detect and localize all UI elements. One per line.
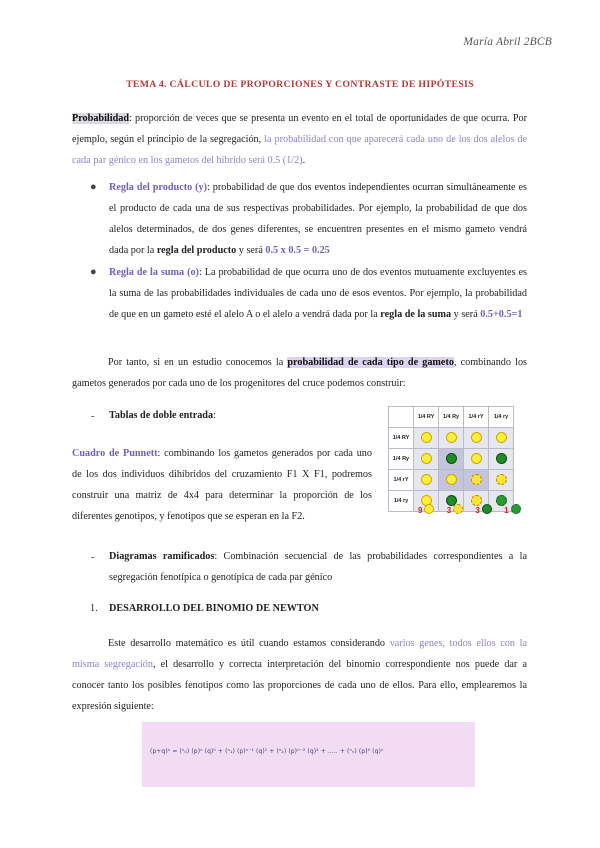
punnett-cell — [439, 470, 464, 491]
phenotype-counts — [418, 504, 531, 515]
punnett-cell — [489, 470, 514, 491]
author-header: María Abril 2BCB — [463, 36, 552, 48]
punnett-cell — [489, 449, 514, 470]
product-rule-result: 0.5 x 0.5 = 0.25 — [265, 245, 330, 256]
yellow-wrinkled-pea-icon — [453, 504, 463, 514]
punnett-paragraph — [72, 443, 372, 527]
punnett-cell — [439, 449, 464, 470]
yellow-wrinkled-pea-icon — [471, 474, 482, 485]
green-round-pea-icon — [446, 453, 457, 464]
punnett-term: Cuadro de Punnett — [72, 448, 158, 459]
sum-rule-result: 0.5+0.5=1 — [480, 309, 523, 320]
intro-paragraph — [72, 108, 527, 171]
sum-rule-bold: regla de la suma — [380, 309, 452, 320]
section-number: 1. — [90, 603, 98, 614]
double-entry-tables-colon: : — [213, 410, 216, 421]
punnett-cell — [414, 470, 439, 491]
yellow-round-pea-icon — [496, 432, 507, 443]
bullet-sum-rule — [109, 262, 527, 325]
count-green-round: 3 — [475, 506, 480, 515]
punnett-text: : combinando los gametos generados por cada uno de los dos individuos dihíbridos del cruzamiento F1 X F1, podremos construir una matriz de 4x4 para determinar la proporción de los diferentes genotipos, y fenotipos que se esperan en la F2. — [72, 448, 372, 522]
punnett-cell — [414, 449, 439, 470]
green-round-pea-icon — [496, 453, 507, 464]
probability-term: Probabilidad — [72, 113, 129, 124]
formula-box — [142, 722, 475, 787]
document-title: TEMA 4. CÁLCULO DE PROPORCIONES Y CONTRASTE DE HIPÓTESIS — [126, 79, 474, 90]
green-wrinkled-pea-icon — [511, 504, 521, 514]
sum-rule-text: : La probabilidad de que ocurra uno de dos eventos mutuamente excluyentes es la suma de las probabilidades individuales de cada uno de esos eventos. Por ejemplo, la probabilidad de que en un gameto esté el alelo A o el alelo a vendrá dada por la — [109, 267, 527, 320]
product-rule-text: : probabilidad de que dos eventos independientes ocurran simultáneamente es el producto de cada una de sus respectivas probabilidades. Por ejemplo, la probabilidad de que dos alelos determinados, de dos genes diferentes, se encuentren presentes en el mismo gameto vendrá dada por la — [109, 182, 527, 256]
product-rule-term: Regla del producto (y) — [109, 182, 208, 193]
yellow-round-pea-icon — [424, 504, 434, 514]
count-green-wrinkled: 1 — [504, 506, 509, 515]
intro-end: . — [302, 155, 306, 166]
sum-rule-text2: y será — [451, 309, 481, 320]
row-header: 1/4 RY — [389, 428, 414, 449]
gamete-highlight: probabilidad de cada tipo de gameto — [287, 357, 454, 368]
newton-text2: , el desarrollo y correcta interpretación del binomio correspondiente nos puede dar a conocer tanto los posibles fenotipos como las proporciones de cada uno de ellos. Para ello, emplearemos la expresión siguiente: — [72, 659, 527, 712]
yellow-round-pea-icon — [421, 474, 432, 485]
yellow-round-pea-icon — [421, 432, 432, 443]
row-header: 1/4 ry — [389, 491, 414, 512]
intro-text: : proporción de veces que se presenta un evento en el total de oportunidades de que ocurra. Por ejemplo, según el principio de la segregación, — [72, 113, 527, 145]
punnett-cell — [439, 428, 464, 449]
yellow-round-pea-icon — [446, 432, 457, 443]
punnett-cell — [464, 449, 489, 470]
product-rule-bold: regla del producto — [156, 245, 237, 256]
yellow-round-pea-icon — [446, 474, 457, 485]
newton-text1: Este desarrollo matemático es útil cuando estamos considerando — [108, 638, 390, 649]
col-header: 1/4 rY — [464, 407, 489, 428]
count-yellow-wrinkled: 3 — [446, 506, 452, 515]
punnett-square-figure — [380, 404, 530, 519]
branched-diagrams-term: Diagramas ramificados — [109, 551, 215, 562]
punnett-table — [388, 406, 514, 512]
col-header: 1/4 ry — [489, 407, 514, 428]
count-yellow-round: 9 — [418, 506, 423, 515]
punnett-cell — [489, 428, 514, 449]
branched-diagrams-text: : Combinación secuencial de las probabilidades correspondientes a la segregación fenotípica o genotípica de cada par génico — [109, 551, 528, 583]
bullet-product-rule — [109, 177, 527, 261]
yellow-wrinkled-pea-icon — [496, 474, 507, 485]
product-rule-text2: y será — [236, 245, 266, 256]
col-header: 1/4 Ry — [439, 407, 464, 428]
double-entry-tables-label — [109, 405, 359, 426]
bullet-icon: ● — [90, 181, 97, 193]
section-title: DESARROLLO DEL BINOMIO DE NEWTON — [109, 603, 319, 614]
punnett-cell — [414, 428, 439, 449]
green-round-pea-icon — [482, 504, 492, 514]
intro-highlight: la probabilidad con que aparecerá cada uno de los dos alelos de cada par génico en los gametos del híbrido será 0.5 (1/2) — [72, 134, 527, 166]
gamete-text1: Por tanto, si en un estudio conocemos la — [108, 357, 288, 368]
corner-cell — [389, 407, 414, 428]
bullet-icon: ● — [90, 266, 97, 278]
sum-rule-term: Regla de la suma (o) — [109, 267, 199, 278]
row-header: 1/4 rY — [389, 470, 414, 491]
gamete-paragraph — [72, 352, 527, 394]
punnett-cell — [464, 470, 489, 491]
binomial-formula: (p+q)ⁿ = (ⁿ₀) (p)ⁿ (q)⁰ + (ⁿ₁) (p)ⁿ⁻¹ (q)¹ + (ⁿ₂) (p)ⁿ⁻² (q)² + ..... + (ⁿₙ) (p)⁰ (q)ⁿ — [150, 748, 384, 755]
newton-paragraph — [72, 633, 527, 717]
dash-marker: - — [91, 552, 95, 563]
double-entry-tables-term: Tablas de doble entrada — [109, 410, 214, 421]
punnett-cell — [464, 428, 489, 449]
gamete-text2: , combinando los gametos generados por cada uno de los progenitores del cruce podemos construir: — [72, 357, 528, 389]
yellow-round-pea-icon — [421, 453, 432, 464]
dash-marker: - — [91, 411, 95, 422]
yellow-round-pea-icon — [471, 453, 482, 464]
row-header: 1/4 Ry — [389, 449, 414, 470]
yellow-round-pea-icon — [471, 432, 482, 443]
branched-diagrams-paragraph — [109, 546, 527, 588]
newton-highlight: varios genes, todos ellos con la misma segregación — [72, 638, 527, 670]
col-header: 1/4 RY — [414, 407, 439, 428]
